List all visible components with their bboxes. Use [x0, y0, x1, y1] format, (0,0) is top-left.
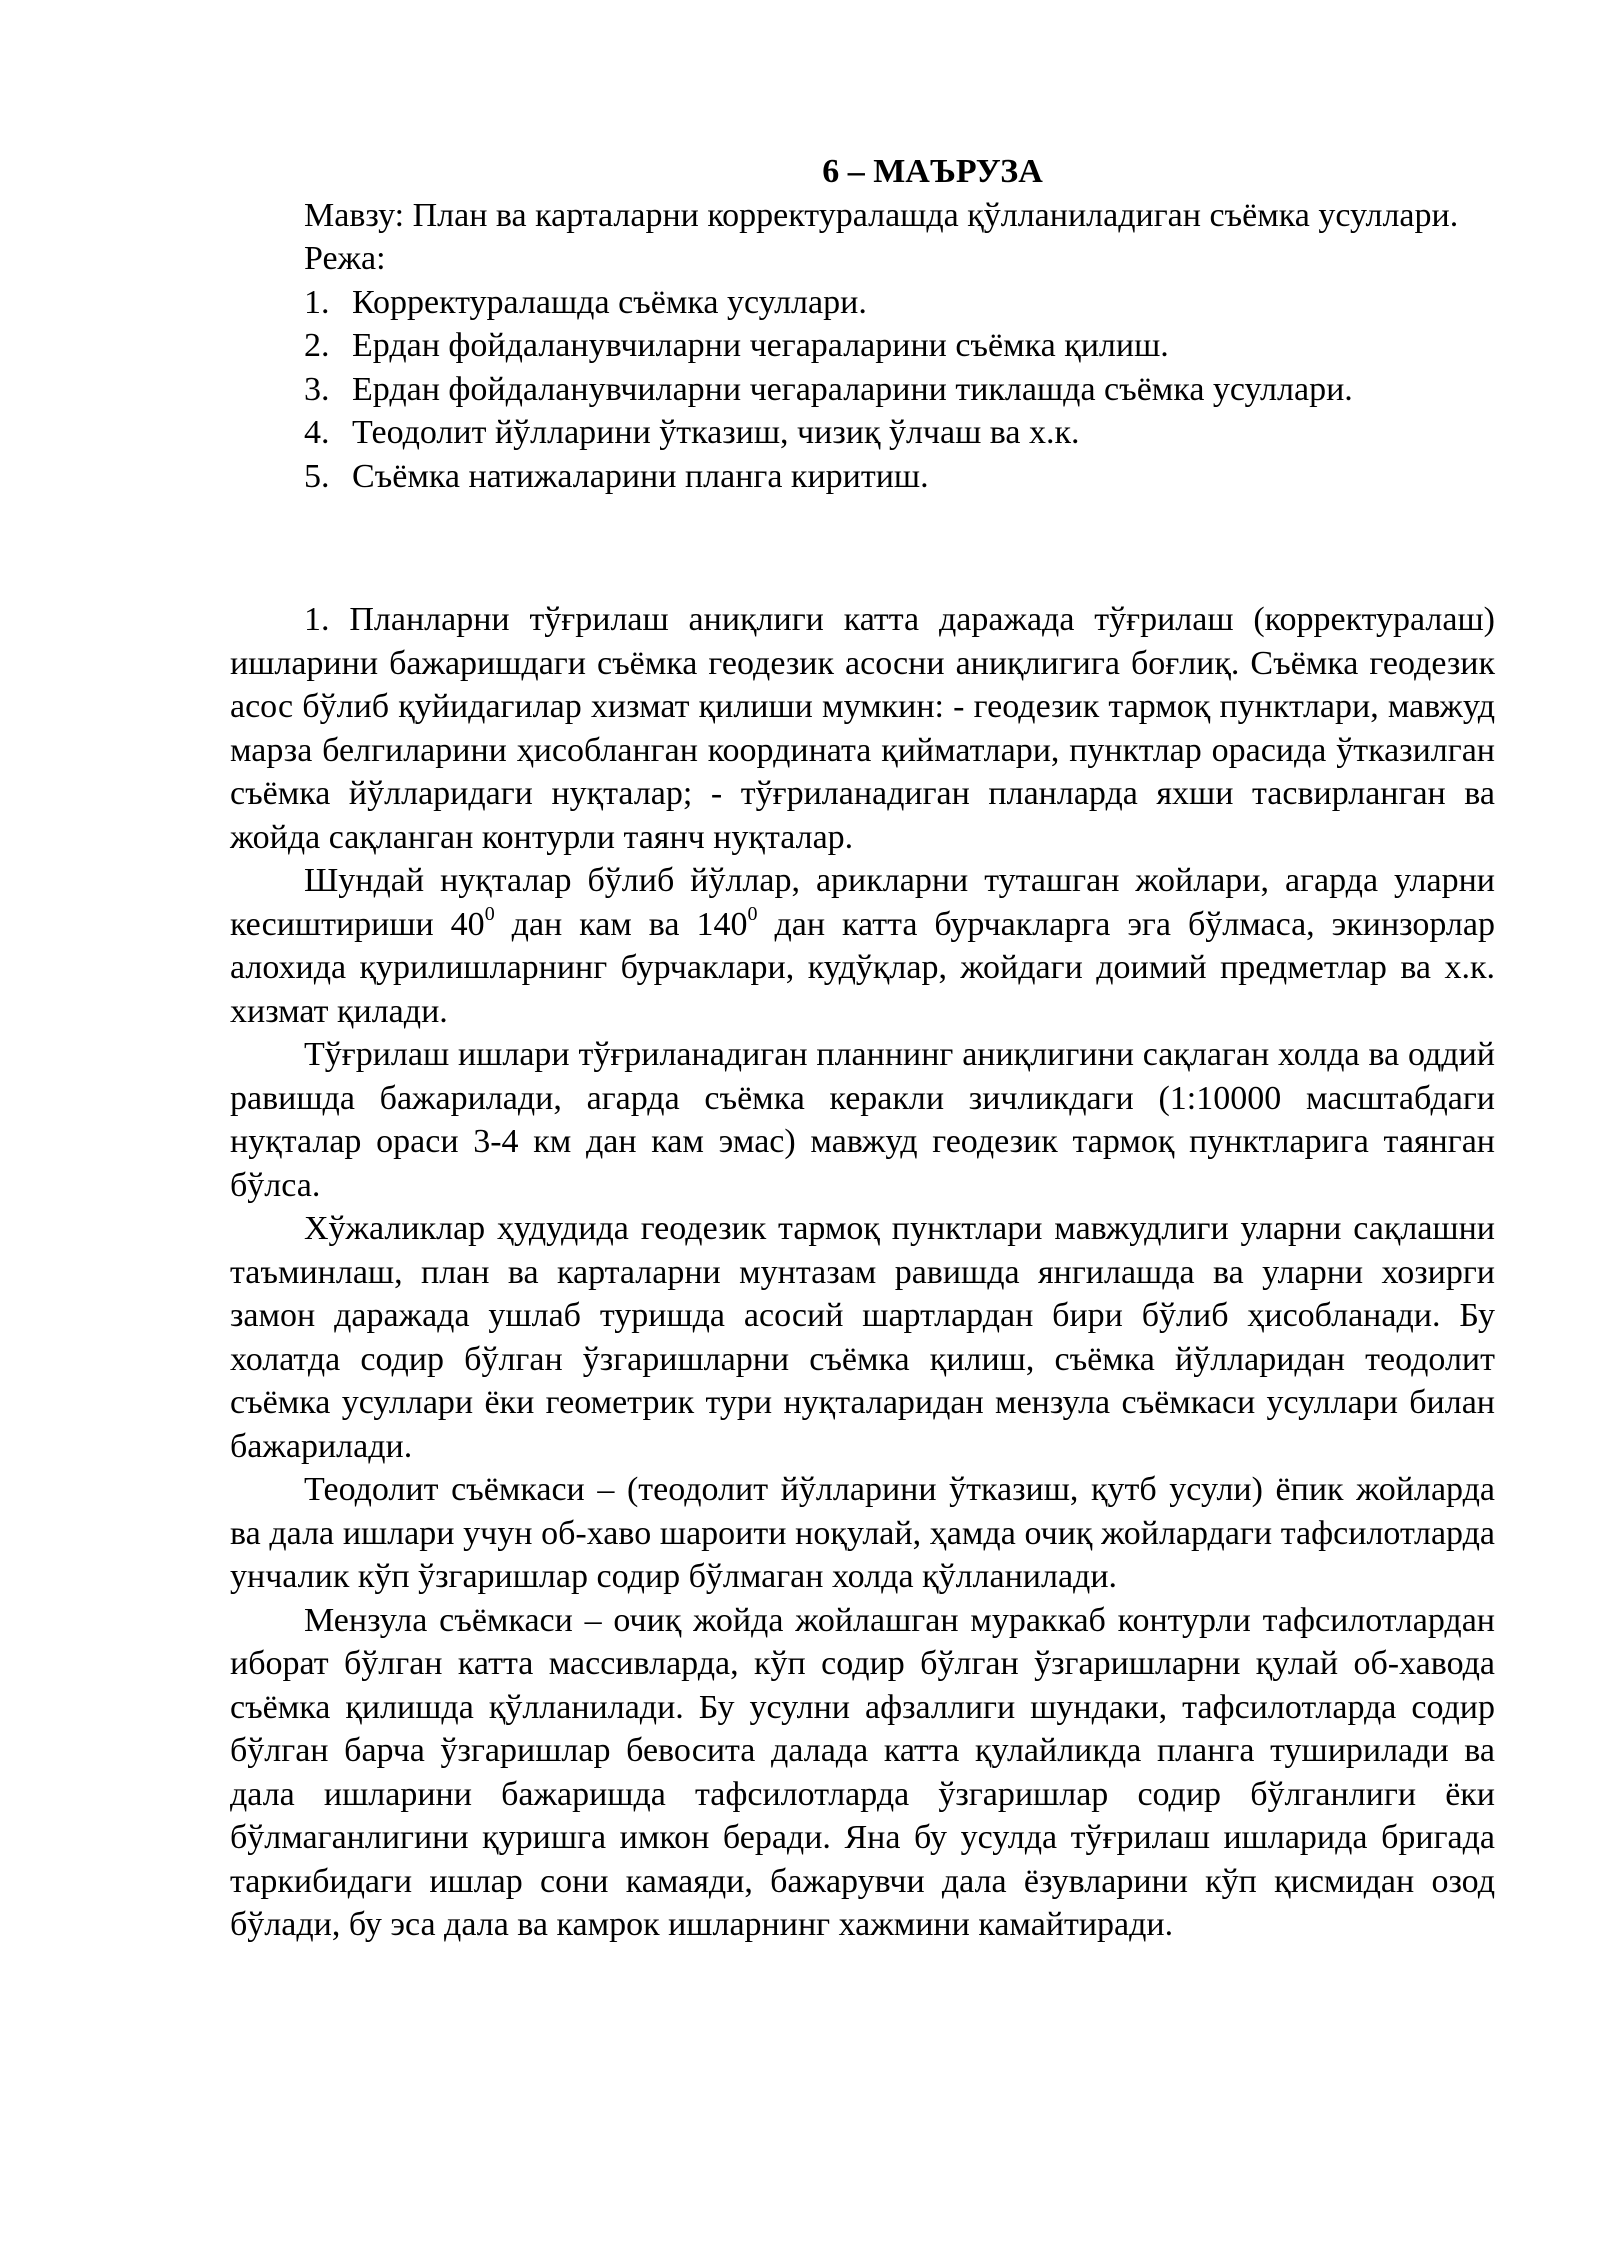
paragraph-geodetic-network: Хўжаликлар ҳудудида геодезик тармоқ пунктлари мавжудлиги уларни сақлашни таъминлаш, план ва карталарни мунтазам равишда янгилашда ва уларни хозирги замон даражада ушлаб туришда асосий шартлардан бири бўлиб ҳисобланади. Бу холатда содир бўлган ўзгаришларни съёмка қилиш, съёмка йўлларидан теодолит съёмка усуллари ёки геометрик тури нуқталаридан мензула съёмкаси усуллари билан бажарилади.: [230, 1210, 1495, 1465]
plan-item: [304, 368, 1495, 412]
paragraph-plane-table-survey: Мензула съёмкаси – очиқ жойда жойлашган мураккаб контурли тафсилотлардан иборат бўлган катта массивларда, кўп содир бўлган ўзгаришларни қулай об-хавода съёмка қилишда қўлланилади. Бу усулни афзаллиги шундаки, тафсилотларда содир бўлган барча ўзгаришлар бевосита далада катта қулайликда планга туширилади ва дала ишларини бажаришда тафсилотларда ўзгаришлар содир бўлганлиги ёки бўлмаганлигини қуришга имкон беради. Яна бу усулда тўғрилаш ишларида бригада таркибидаги ишлар сони камаяди, бажарувчи дала ёзувларини кўп қисмидан озод бўлади, бу эса дала ва камрок ишларнинг хажмини камайтиради.: [230, 1601, 1495, 1943]
plan-item-text: Теодолит йўлларини ўтказиш, чизиқ ўлчаш ва х.к.: [352, 414, 1080, 451]
plan-item-number: 1.: [304, 283, 330, 321]
plan-item: [304, 411, 1495, 455]
plan-item: [304, 324, 1495, 368]
plan-item: [304, 455, 1495, 499]
topic-line: Мавзу: План ва карталарни корректуралашда қўлланиладиган съёмка усуллари.: [304, 196, 1459, 234]
page-title: 6 – МАЪРУЗА: [822, 153, 1043, 190]
body-section: [230, 598, 1495, 1947]
plan-item-number: 5.: [304, 457, 330, 495]
plan-item-number: 3.: [304, 370, 330, 408]
plan-item-number: 4.: [304, 414, 330, 451]
degree-superscript: 0: [484, 903, 495, 926]
plan-label: Режа:: [304, 240, 386, 277]
document-page: [230, 140, 1495, 1947]
paragraph-control-points: [230, 859, 1495, 1033]
plan-item-text: Съёмка натижаларини планга киритиш.: [352, 457, 929, 495]
plan-item-text: Ердан фойдаланувчиларни чегараларини тиклашда съёмка усуллари.: [352, 370, 1353, 408]
paragraph-text: Шундай нуқталар бўлиб йўллар, арикларни туташган жойлари, агарда уларни кесиштириши 40: [230, 862, 1495, 943]
plan-list: [230, 281, 1495, 499]
plan-item-text: Ердан фойдаланувчиларни чегараларини съёмка қилиш.: [352, 327, 1169, 364]
plan-item: [304, 281, 1495, 325]
paragraph-text: дан кам ва 140: [494, 905, 748, 943]
degree-superscript: 0: [747, 903, 758, 926]
plan-item-text: Корректуралашда съёмка усуллари.: [352, 283, 867, 321]
paragraph-geodetic-basis: 1. Планларни тўғрилаш аниқлиги катта даражада тўғрилаш (корректуралаш) ишларини бажаришдаги съёмка геодезик асосни аниқлигига боғлиқ. Съёмка геодезик асос бўлиб қуйидагилар хизмат қилиши мумкин: - геодезик тармоқ пунктлари, мавжуд марза белгиларини ҳисобланган координата қийматлари, пунктлар орасида ўтказилган съёмка йўлларидаги нуқталар; - тўғриланадиган планларда яхши тасвирланган ва жойда сақланган контурли таянч нуқталар.: [230, 601, 1495, 856]
paragraph-text: дан катта бурчакларга эга бўлмаса, экинзорлар алохида қурилишларнинг бурчаклари, кудўқлар, жойдаги доимий предметлар ва х.к. хизмат қилади.: [230, 905, 1495, 1030]
paragraph-correction-accuracy: Тўғрилаш ишлари тўғриланадиган планнинг аниқлигини сақлаган холда ва оддий равишда бажарилади, агарда съёмка керакли зичликдаги (1:10000 масштабдаги нуқталар ораси 3-4 км дан кам эмас) мавжуд геодезик тармоқ пунктларига таянган бўлса.: [230, 1036, 1495, 1204]
paragraph-theodolite-survey: Теодолит съёмкаси – (теодолит йўлларини ўтказиш, қутб усули) ёпик жойларда ва дала ишлари учун об-хаво шароити ноқулай, ҳамда очиқ жойлардаги тафсилотларда унчалик кўп ўзгаришлар содир бўлмаган холда қўлланилади.: [230, 1471, 1495, 1595]
plan-item-number: 2.: [304, 327, 330, 364]
